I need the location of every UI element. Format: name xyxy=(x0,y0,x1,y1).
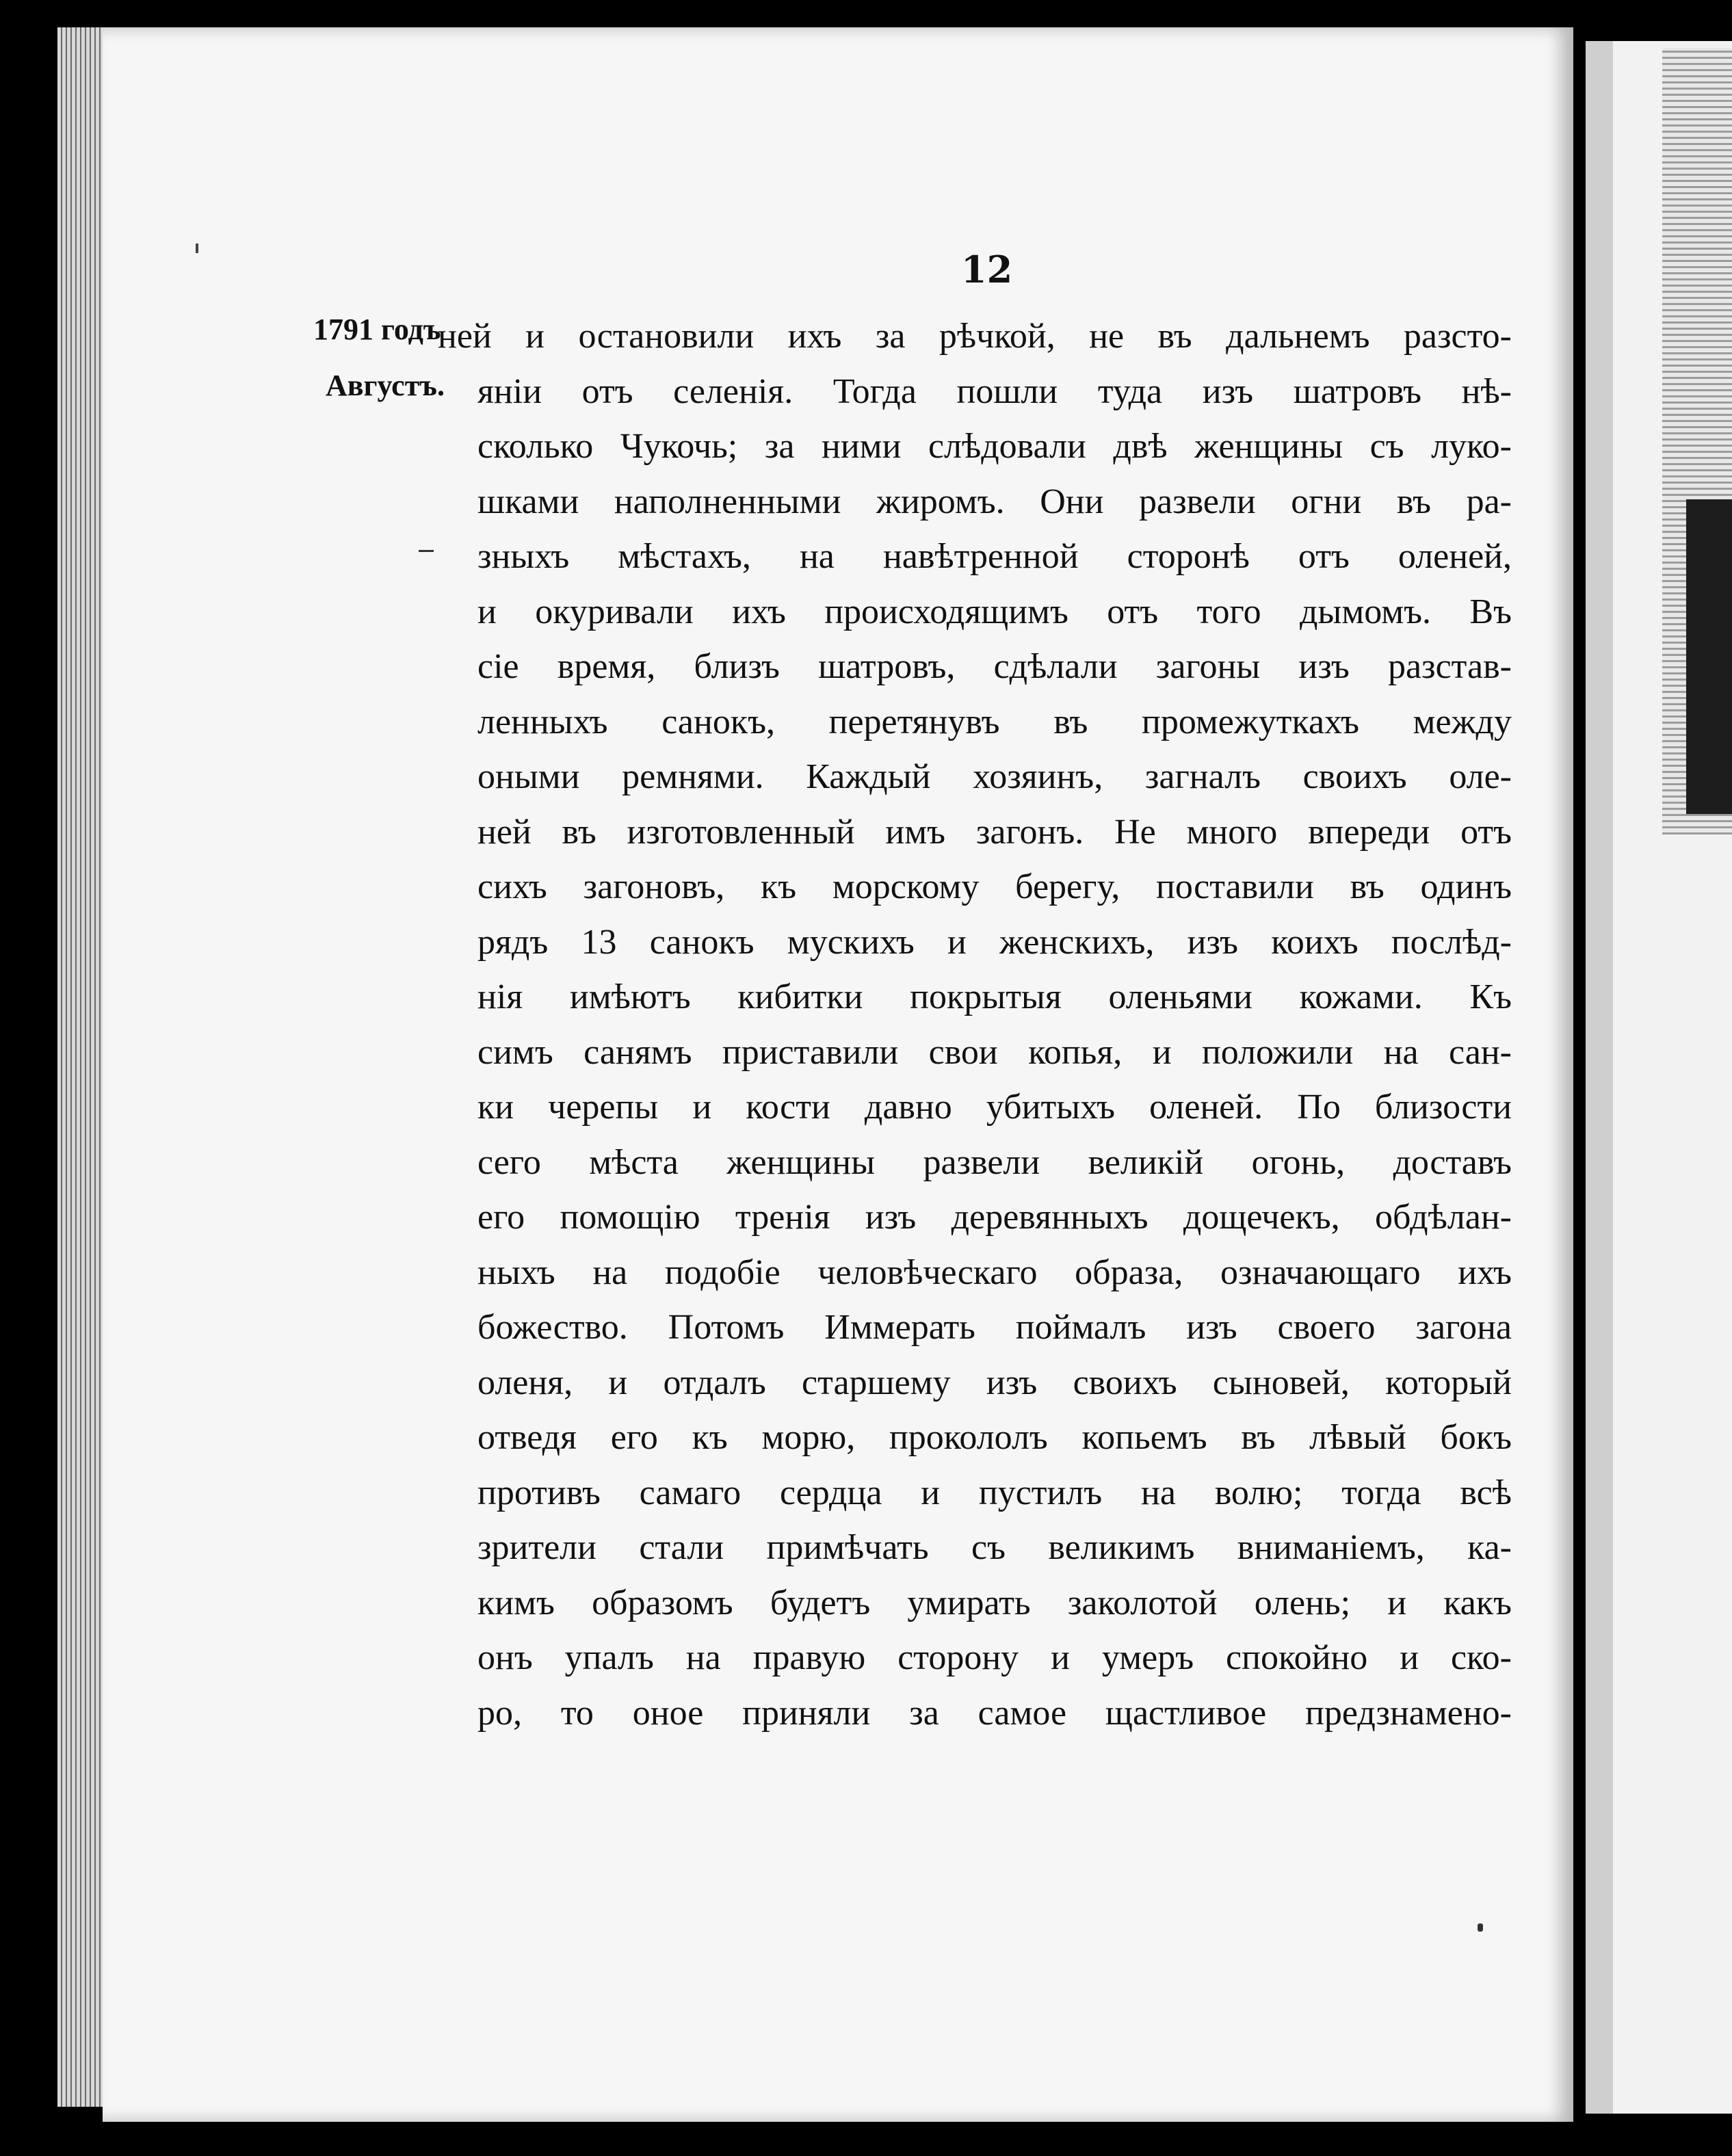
text-line: его помощію тренія изъ деревянныхъ дощечекъ, обдѣлан- xyxy=(477,1198,1512,1237)
text-line: противъ самаго сердца и пустилъ на волю; тогда всѣ xyxy=(477,1473,1512,1512)
text-line: сколько Чукочь; за ними слѣдовали двѣ женщины съ луко- xyxy=(477,427,1512,466)
text-line: симъ санямъ приставили свои копья, и положили на сан- xyxy=(477,1032,1512,1072)
text-line: онъ упалъ на правую сторону и умеръ спокойно и ско- xyxy=(477,1638,1512,1677)
text-line: и окуривали ихъ происходящимъ отъ того дымомъ. Въ xyxy=(477,592,1512,631)
margin-note-month: Августъ. xyxy=(326,369,445,402)
right-page-gutter xyxy=(1586,41,1613,2114)
text-line: рядъ 13 санокъ мускихъ и женскихъ, изъ коихъ послѣд- xyxy=(477,922,1512,962)
text-line: сихъ загоновъ, къ морскому берегу, поставили въ одинъ xyxy=(477,867,1512,906)
text-line: ней и остановили ихъ за рѣчкой, не въ дальнемъ разсто- xyxy=(438,317,1512,356)
text-line: ро, то оное приняли за самое щастливое предзнамено- xyxy=(477,1693,1512,1733)
text-line: ней въ изготовленный имъ загонъ. Не много впереди отъ xyxy=(477,812,1512,852)
page-speck xyxy=(1478,1923,1483,1932)
text-line: кимъ образомъ будетъ умирать заколотой олень; и какъ xyxy=(477,1583,1512,1622)
text-line: оленя, и отдалъ старшему изъ своихъ сыновей, который xyxy=(477,1363,1512,1402)
text-line: нія имѣютъ кибитки покрытыя оленьями кожами. Къ xyxy=(477,977,1512,1016)
stacked-page-edges xyxy=(57,27,107,2107)
text-line: шками наполненными жиромъ. Они развели огни въ ра- xyxy=(477,482,1512,521)
body-text xyxy=(438,309,1512,1741)
margin-note-year: 1791 годъ xyxy=(313,313,441,346)
page-number: 12 xyxy=(961,248,1013,291)
margin-dash-mark xyxy=(419,550,434,552)
text-line: сего мѣста женщины развели великій огонь, доставъ xyxy=(477,1142,1512,1182)
margin-speck xyxy=(196,244,198,253)
text-line: оными ремнями. Каждый хозяинъ, загналъ своихъ оле- xyxy=(477,757,1512,796)
text-line: ленныхъ санокъ, перетянувъ въ промежуткахъ между xyxy=(477,702,1512,741)
text-line: ныхъ на подобіе человѣческаго образа, означающаго ихъ xyxy=(477,1252,1512,1292)
text-line: отведя его къ морю, прокололъ копьемъ въ лѣвый бокъ xyxy=(477,1418,1512,1457)
text-line: сіе время, близъ шатровъ, сдѣлали загоны изъ разстав- xyxy=(477,647,1512,686)
text-line: зныхъ мѣстахъ, на навѣтренной сторонѣ отъ оленей, xyxy=(477,537,1512,576)
right-page-engraving-dark-area xyxy=(1686,499,1732,814)
text-line: яніи отъ селенія. Тогда пошли туда изъ шатровъ нѣ- xyxy=(477,371,1512,411)
text-line: божество. Потомъ Иммерать поймалъ изъ своего загона xyxy=(477,1308,1512,1347)
text-line: зрители стали примѣчать съ великимъ вниманіемъ, ка- xyxy=(477,1528,1512,1567)
text-line: ки черепы и кости давно убитыхъ оленей. По близости xyxy=(477,1088,1512,1127)
